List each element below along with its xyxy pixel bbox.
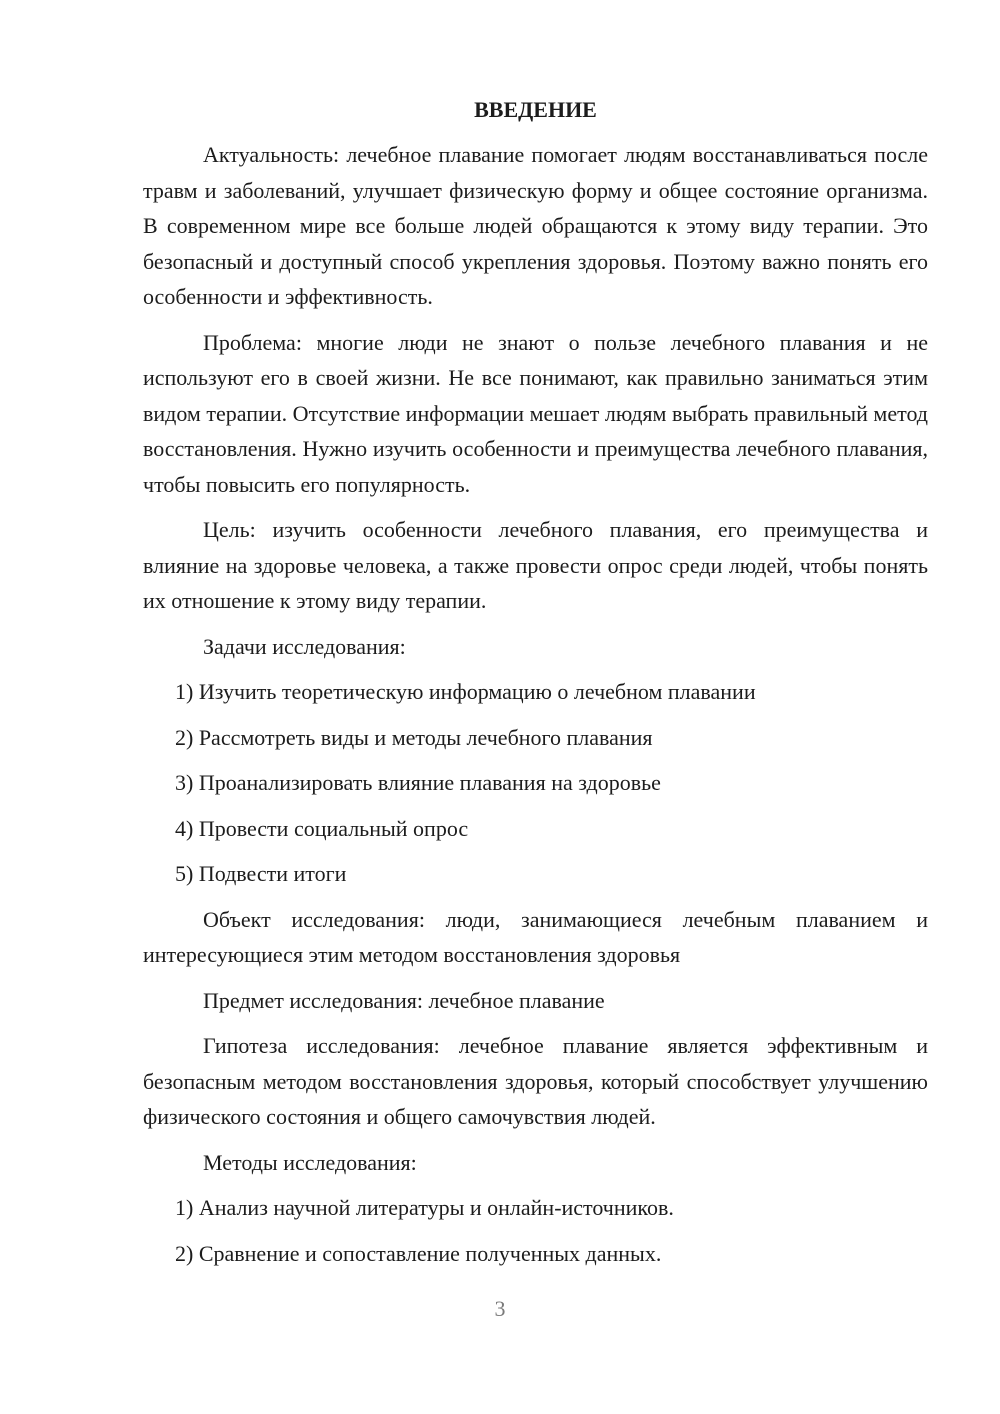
document-title: ВВЕДЕНИЕ — [474, 97, 597, 122]
subject-paragraph: Предмет исследования: лечебное плавание — [203, 987, 605, 1013]
list-item: 1) Анализ научной литературы и онлайн-источников. — [175, 1195, 674, 1220]
hypothesis-paragraph: Гипотеза исследования: лечебное плавание является эффективным и безопасным методом восстановления здоровья, который способствует улучшению физического состояния и общего самочувствия людей. — [143, 1033, 928, 1129]
methods-list — [143, 1190, 928, 1271]
relevance-paragraph: Актуальность: лечебное плавание помогает людям восстанавливаться после травм и заболеваний, улучшает физическую форму и общее состояние организма. В современном мире все больше людей обращаются к этому виду терапии. Это безопасный и доступный способ укрепления здоровья. Поэтому важно понять его особенности и эффективность. — [143, 142, 928, 309]
methods-heading: Методы исследования: — [203, 1149, 417, 1175]
list-item: 2) Рассмотреть виды и методы лечебного плавания — [175, 724, 653, 750]
list-item: 3) Проанализировать влияние плавания на здоровье — [175, 770, 661, 795]
list-item: 1) Изучить теоретическую информацию о лечебном плавании — [175, 679, 756, 704]
list-item: 5) Подвести итоги — [175, 861, 347, 886]
object-paragraph: Объект исследования: люди, занимающиеся лечебным плаванием и интересующиеся этим методом восстановления здоровья — [143, 906, 928, 967]
document-page — [143, 95, 928, 1281]
tasks-list — [143, 674, 928, 891]
tasks-heading: Задачи исследования: — [203, 633, 406, 659]
problem-paragraph: Проблема: многие люди не знают о пользе лечебного плавания и не используют его в своей жизни. Не все понимают, как правильно заниматься этим видом терапии. Отсутствие информации мешает людям выбрать правильный метод восстановления. Нужно изучить особенности и преимущества лечебного плавания, чтобы повысить его популярность. — [143, 329, 928, 497]
page-number: 3 — [494, 1296, 506, 1321]
goal-paragraph: Цель: изучить особенности лечебного плавания, его преимущества и влияние на здоровье человека, а также провести опрос среди людей, чтобы понять их отношение к этому виду терапии. — [143, 517, 928, 613]
list-item: 4) Провести социальный опрос — [175, 815, 469, 841]
list-item: 2) Сравнение и сопоставление полученных данных. — [175, 1240, 662, 1266]
